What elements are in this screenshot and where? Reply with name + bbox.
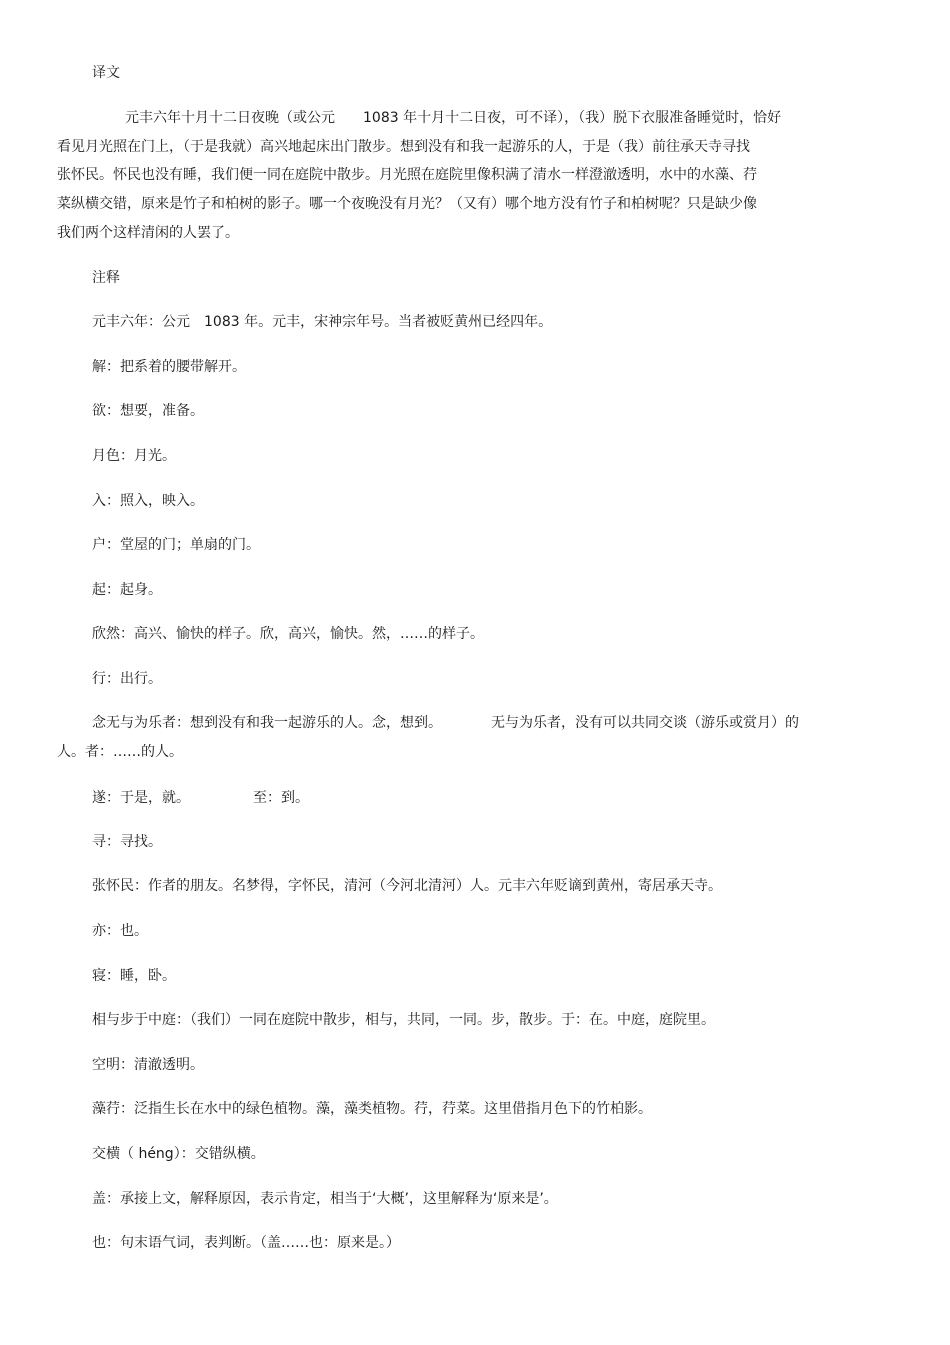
note-item: 也：句末语气词，表判断。（盖……也：原来是。）: [92, 1235, 400, 1251]
note-item: 空明：清澈透明。: [92, 1057, 204, 1073]
note-item: 解：把系着的腰带解开。: [92, 359, 246, 375]
note-item: 户：堂屋的门；单扇的门。: [92, 537, 260, 553]
note-item: 寻：寻找。: [92, 834, 162, 850]
note-item: 起：起身。: [92, 582, 162, 598]
translation-line: 元丰六年十月十二日夜晚（或公元 1083 年十月十二日夜，可不译），（我）脱下衣服准备睡觉时，恰好: [125, 110, 782, 126]
note-item: 张怀民：作者的朋友。名梦得，字怀民，清河（今河北清河）人。元丰六年贬谪到黄州，寄居承天寺。: [92, 878, 722, 894]
note-item: 藻荇：泛指生长在水中的绿色植物。藻，藻类植物。荇，荇菜。这里借指月色下的竹柏影。: [92, 1101, 652, 1117]
translation-line: 菜纵横交错，原来是竹子和柏树的影子。哪一个夜晚没有月光？（又有）哪个地方没有竹子和柏树呢？只是缺少像: [57, 196, 757, 212]
translation-line: 我们两个这样清闲的人罢了。: [57, 225, 239, 241]
note-item: 遂：于是，就。 至：到。: [92, 790, 309, 806]
translation-heading: 译文: [92, 65, 120, 81]
note-item: 念无与为乐者：想到没有和我一起游乐的人。念，想到。 无与为乐者，没有可以共同交谈（游乐或赏月）的: [92, 715, 799, 731]
note-item: 盖：承接上文，解释原因，表示肯定，相当于‘大概’，这里解释为‘原来是’。: [92, 1191, 558, 1207]
note-item: 入：照入，映入。: [92, 493, 204, 509]
notes-heading: 注释: [92, 270, 120, 286]
note-item: 月色：月光。: [92, 448, 176, 464]
translation-line: 看见月光照在门上，（于是我就）高兴地起床出门散步。想到没有和我一起游乐的人，于是（我）前往承天寺寻找: [57, 139, 750, 155]
note-item: 欣然：高兴、愉快的样子。欣，高兴，愉快。然，……的样子。: [92, 626, 484, 642]
note-item: 元丰六年：公元 1083 年。元丰，宋神宗年号。当者被贬黄州已经四年。: [92, 314, 553, 330]
translation-line: 张怀民。怀民也没有睡，我们便一同在庭院中散步。月光照在庭院里像积满了清水一样澄澈透明，水中的水藻、荇: [57, 167, 757, 183]
note-item-continuation: 人。者：……的人。: [57, 744, 183, 760]
note-item: 行：出行。: [92, 671, 162, 687]
note-item: 寝：睡，卧。: [92, 968, 176, 984]
note-item: 交横（ héng）：交错纵横。: [92, 1146, 265, 1162]
note-item: 相与步于中庭：（我们）一同在庭院中散步，相与，共同，一同。步，散步。于：在。中庭，庭院里。: [92, 1012, 715, 1028]
note-item: 欲：想要，准备。: [92, 403, 204, 419]
note-item: 亦：也。: [92, 923, 148, 939]
